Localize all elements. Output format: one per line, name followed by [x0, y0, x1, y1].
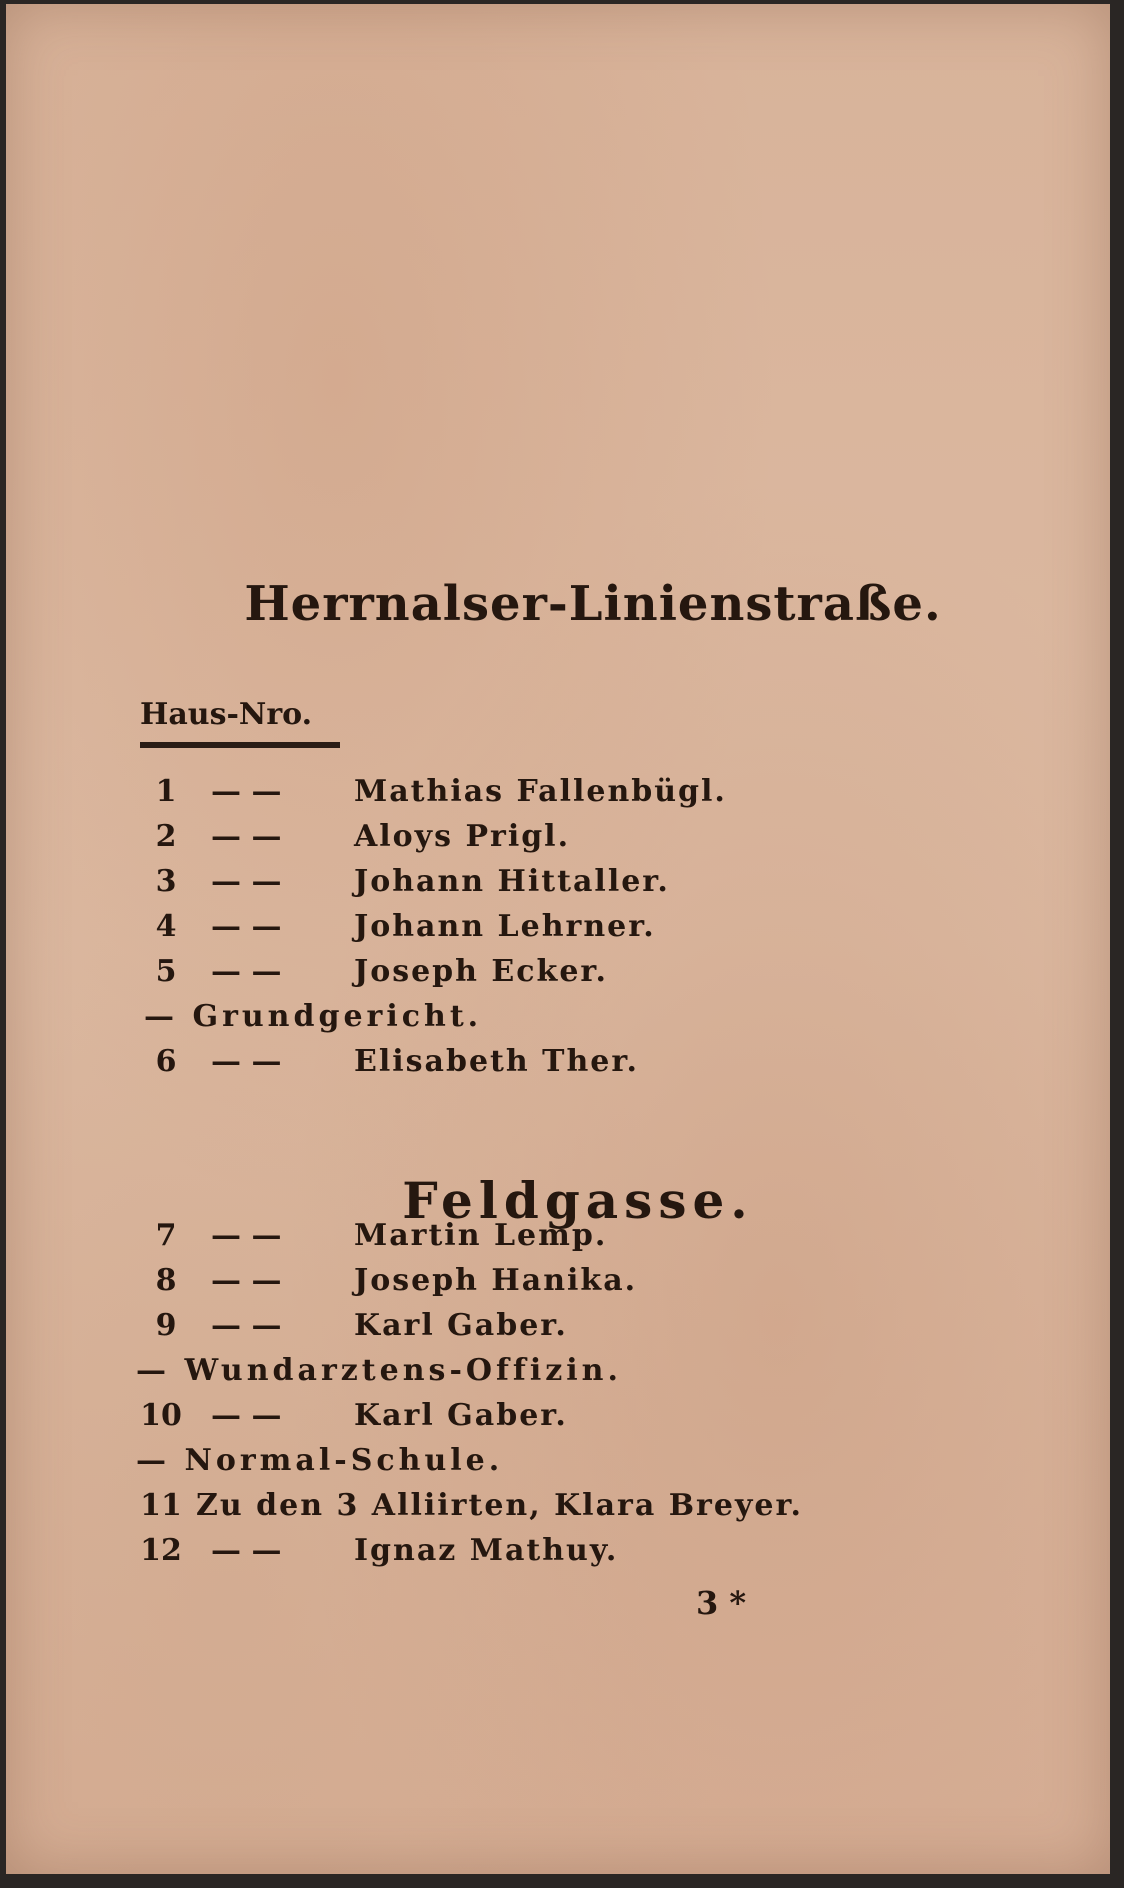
dash-separator: — — [211, 954, 282, 989]
dash-separator: — — [211, 1533, 282, 1568]
street-title-herrnalser: Herrnalser-Linienstraße. [244, 576, 942, 633]
book-page [6, 4, 1110, 1874]
resident-name: Joseph Hanika. [354, 1263, 638, 1298]
resident-name: Zu den 3 Alliirten, Klara Breyer. [196, 1488, 803, 1523]
house-number: 11 [140, 1488, 182, 1523]
dash-separator: — — [211, 1218, 282, 1253]
dash-separator: — — [211, 909, 282, 944]
institution-entry: — Grundgericht. [144, 999, 483, 1034]
house-number: 6 [155, 1044, 177, 1079]
house-number: 7 [155, 1218, 177, 1253]
house-number: 10 [140, 1398, 182, 1433]
house-number: 5 [155, 954, 177, 989]
dash-separator: — — [211, 864, 282, 899]
resident-name: Johann Lehrner. [354, 909, 656, 944]
house-number: 1 [155, 774, 177, 809]
institution-entry: — Wundarztens-Offizin. [136, 1353, 622, 1388]
catchword-signature: 3 * [696, 1584, 747, 1622]
dash-separator: — — [211, 819, 282, 854]
house-number: 4 [155, 909, 177, 944]
resident-name: Joseph Ecker. [354, 954, 608, 989]
dash-separator: — — [211, 1044, 282, 1079]
house-number: 3 [155, 864, 177, 899]
resident-name: Aloys Prigl. [354, 819, 571, 854]
resident-name: Karl Gaber. [354, 1398, 568, 1433]
resident-name: Mathias Fallenbügl. [354, 774, 727, 809]
dash-separator: — — [211, 774, 282, 809]
house-number: 12 [140, 1533, 182, 1568]
dash-separator: — — [211, 1263, 282, 1298]
house-number-header: Haus-Nro. [140, 697, 313, 732]
dash-separator: — — [211, 1308, 282, 1343]
house-number: 8 [155, 1263, 177, 1298]
resident-name: Karl Gaber. [354, 1308, 568, 1343]
dash-separator: — — [211, 1398, 282, 1433]
resident-name: Ignaz Mathuy. [354, 1533, 619, 1568]
resident-name: Elisabeth Ther. [354, 1044, 639, 1079]
header-underline [140, 742, 340, 748]
house-number: 9 [155, 1308, 177, 1343]
institution-entry: — Normal-Schule. [136, 1443, 504, 1478]
street-title-feldgasse: Feldgasse. [402, 1170, 754, 1230]
resident-name: Johann Hittaller. [354, 864, 670, 899]
resident-name: Martin Lemp. [354, 1218, 608, 1253]
house-number: 2 [155, 819, 177, 854]
